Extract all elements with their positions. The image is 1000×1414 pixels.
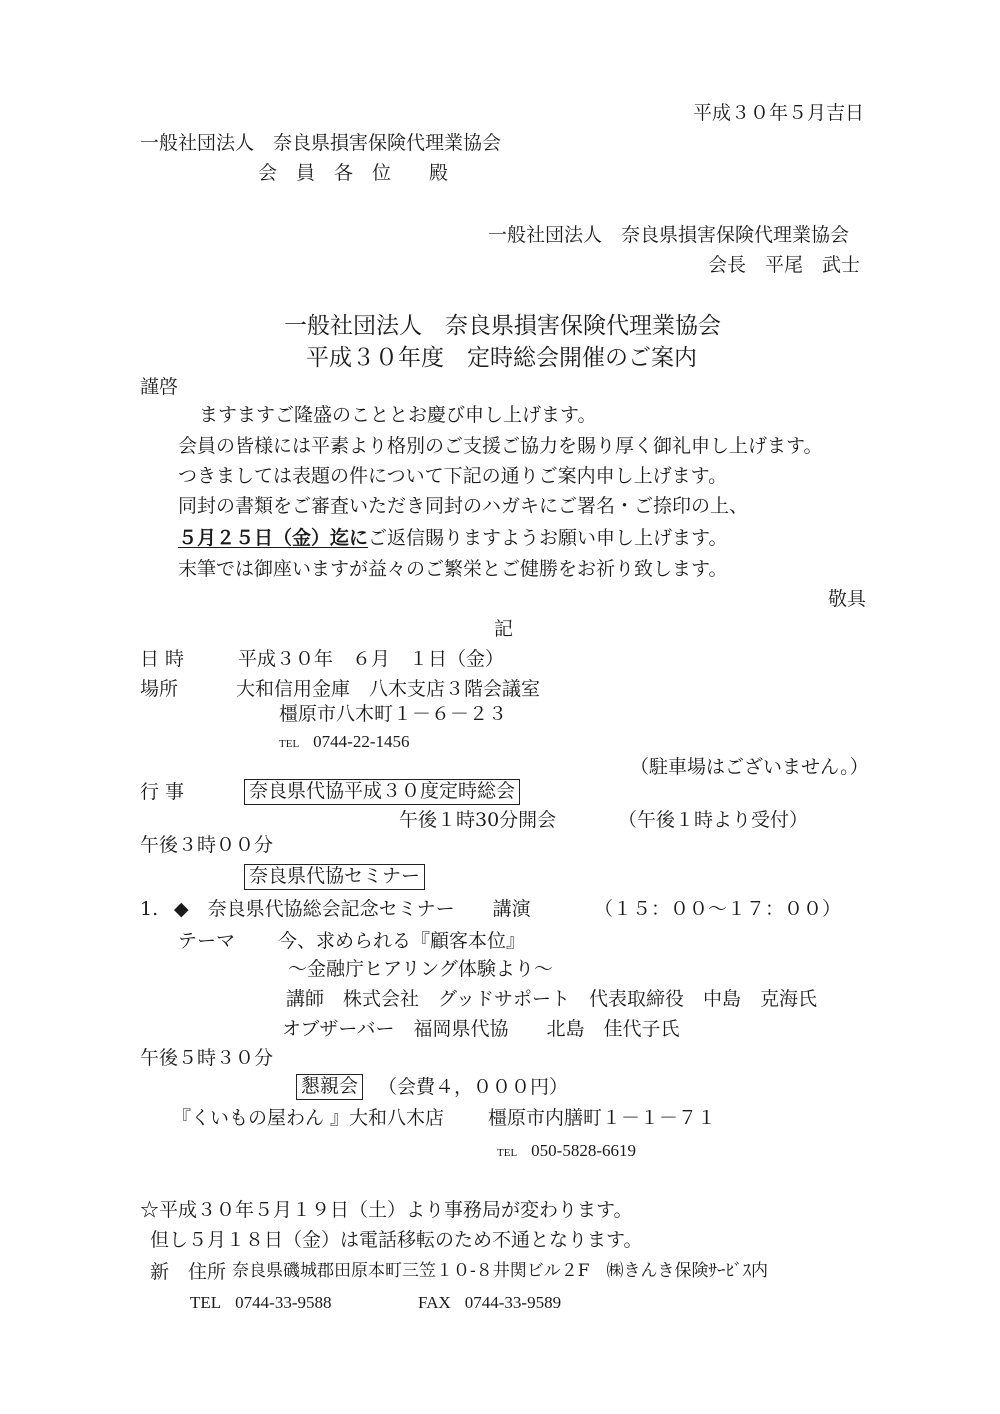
new-fax: [418, 1294, 561, 1311]
party-venue: 『くいもの屋わん 』大和八木店: [172, 1107, 445, 1129]
body-paragraph-6: 末筆では御座いますが益々のご繁栄とご健勝をお祈り致します。: [178, 558, 728, 580]
sender-org: 一般社団法人 奈良県損害保険代理業協会: [488, 224, 850, 246]
body-paragraph-5-rest: ご返信賜りますようお願い申し上げます。: [368, 527, 728, 549]
party-fee: （会費４，０００円）: [378, 1076, 569, 1098]
place-tel: [279, 733, 410, 750]
party-tel: [497, 1142, 636, 1159]
party-tel-number: 050-5828-6619: [531, 1141, 636, 1160]
body-paragraph-4: 同封の書類をご審査いただき同封のハガキにご署名・ご捺印の上、: [178, 495, 749, 517]
body-paragraph-2: 会員の皆様には平素より格別のご支援ご協力を賜り厚く御礼申し上げます。: [178, 435, 823, 457]
new-tel-number: 0744-33-9588: [235, 1293, 332, 1312]
party-address: 橿原市内膳町１－１－７１: [488, 1107, 717, 1129]
body-paragraph-5: [178, 529, 728, 548]
event-label: 行 事: [140, 781, 185, 803]
body-paragraph-3: つきましては表題の件について下記の通りご案内申し上げます。: [178, 465, 728, 487]
theme-line-2: ～金融庁ヒアリング体験より～: [288, 958, 553, 980]
opening-word: 謹啓: [140, 376, 179, 398]
party-box: 懇親会: [296, 1074, 363, 1100]
event-reception-time: （午後１時より受付）: [618, 809, 809, 831]
closing-word: 敬具: [828, 588, 867, 610]
title-line-1: 一般社団法人 奈良県損害保険代理業協会: [284, 313, 721, 339]
event-title-box: 奈良県代協平成３０度定時総会: [244, 779, 520, 805]
seminar-start-time: 午後３時００分: [140, 834, 274, 856]
notice-line-2: 但し５月１８日（金）は電話移転のため不通となります。: [150, 1229, 643, 1251]
party-time: 午後５時３０分: [140, 1047, 274, 1069]
recipient-members: 会 員 各 位 殿: [258, 162, 449, 184]
observer: オブザーバー 福岡県代協 北島 佳代子氏: [282, 1018, 680, 1040]
seminar-box: 奈良県代協セミナー: [244, 864, 425, 890]
reply-deadline: ５月２５日（金）迄に: [178, 527, 369, 549]
lecturer: 講師 株式会社 グッドサポート 代表取締役 中島 克海氏: [286, 988, 818, 1010]
place-name: 大和信用金庫 八木支店３階会議室: [236, 678, 541, 700]
parking-note: （駐車場はございません。）: [630, 756, 869, 778]
seminar-hours: （１５：００～１７：００）: [594, 898, 842, 920]
recipient-org: 一般社団法人 奈良県損害保険代理業協会: [140, 132, 502, 154]
tel-label: TEL: [279, 738, 300, 750]
new-tel: [190, 1294, 331, 1311]
place-label: 場所: [140, 678, 179, 700]
new-address: 奈良県磯城郡田原本町三笠１０-８井関ビル２F ㈱きんき保険ｻｰﾋﾞｽ内: [232, 1261, 769, 1281]
ki-heading: 記: [494, 618, 514, 640]
notice-line-1: ☆平成３０年５月１９日（土）より事務局が変わります。: [140, 1199, 633, 1221]
datetime-label: 日 時: [140, 648, 185, 670]
new-tel-label: TEL: [190, 1293, 222, 1312]
seminar-number: 1.: [140, 898, 159, 920]
letter-date: 平成３０年５月吉日: [693, 102, 865, 124]
place-tel-number: 0744-22-1456: [313, 732, 410, 751]
new-address-label: 新 住所: [150, 1261, 227, 1283]
sender-person: 会長 平尾 武士: [708, 254, 861, 276]
seminar-title: ◆ 奈良県代協総会記念セミナー 講演: [174, 898, 531, 920]
datetime-value: 平成３０年 ６月 １日（金）: [238, 648, 505, 670]
theme-line-1: 今、求められる『顧客本位』: [278, 930, 526, 952]
place-address: 橿原市八木町１－６－２３: [279, 703, 508, 725]
new-fax-number: 0744-33-9589: [464, 1293, 562, 1312]
event-open-time: 午後１時30分開会: [399, 809, 557, 831]
theme-label: テーマ: [178, 930, 236, 952]
body-paragraph-1: ますますご隆盛のこととお慶び申し上げます。: [199, 404, 597, 426]
party-tel-label: TEL: [497, 1147, 518, 1159]
new-fax-label: FAX: [418, 1293, 451, 1312]
title-line-2: 平成３０年度 定時総会開催のご案内: [306, 345, 697, 371]
